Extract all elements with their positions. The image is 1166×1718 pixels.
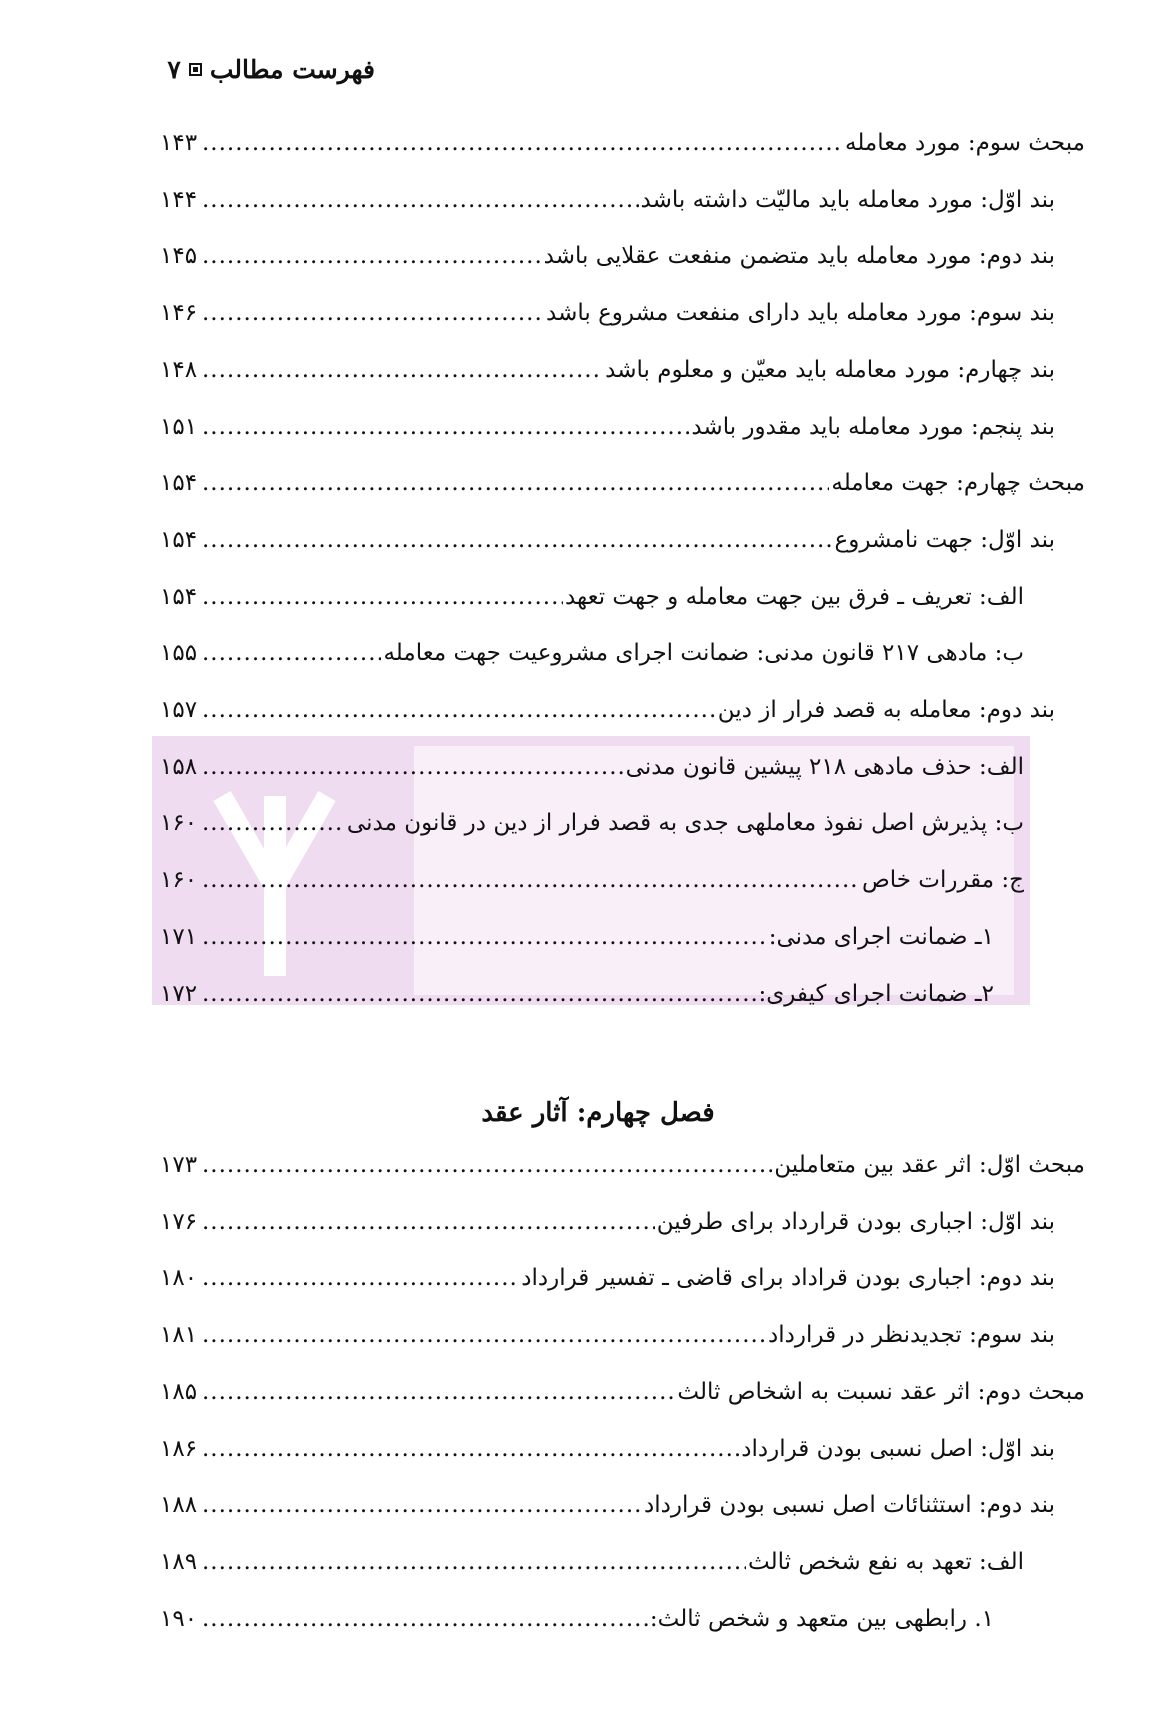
toc-entry[interactable] (160, 243, 1055, 279)
toc-entry-title: مبحث سوم: مورد معامله (844, 130, 1085, 156)
toc-entry-page: ۱۵۷ (160, 697, 198, 723)
dot-leader (202, 810, 345, 836)
dot-leader (202, 1265, 519, 1291)
header-title: فهرست مطالب (209, 55, 375, 84)
toc-entry-title: بند سوم: مورد معامله باید دارای منفعت مشروع باشد (546, 300, 1055, 327)
dot-leader (202, 924, 767, 950)
toc-entry-title: بند چهارم: مورد معامله باید معیّن و معلوم باشد (605, 356, 1055, 383)
dot-leader (202, 1436, 739, 1462)
toc-entry-title: ۱ـ ضمانت اجرای مدنی: (768, 923, 994, 950)
toc-entry[interactable] (160, 697, 1055, 733)
toc-entry[interactable] (160, 924, 994, 960)
dot-leader (202, 584, 563, 610)
toc-entry-page: ۱۹۰ (160, 1605, 198, 1632)
dot-leader (202, 357, 603, 383)
toc-entry[interactable] (160, 357, 1055, 393)
toc-entry[interactable] (160, 754, 1024, 790)
toc-entry-title: بند اوّل: جهت نامشروع (834, 526, 1055, 553)
toc-entry-page: ۱۷۱ (160, 923, 198, 950)
toc-entry[interactable] (160, 1265, 1055, 1301)
toc-entry-title: بند اوّل: اصل نسبی بودن قرارداد (741, 1435, 1055, 1462)
toc-entry-page: ۱۵۴ (160, 583, 198, 610)
toc-entry-page: ۱۷۳ (160, 1152, 198, 1178)
toc-entry[interactable] (160, 1209, 1055, 1245)
toc-entry-title: بند دوم: اجباری بودن قراداد برای قاضی ـ تفسیر قرارداد (521, 1265, 1055, 1292)
dot-leader (202, 414, 689, 440)
dot-leader (202, 640, 381, 666)
toc-entry-page: ۱۸۰ (160, 1265, 198, 1292)
toc-entry-title: الف: حذف مادهی ۲۱۸ پیشین قانون مدنی (625, 753, 1024, 780)
toc-entry-title: بند اوّل: اجباری بودن قرارداد برای طرفین (656, 1208, 1055, 1235)
dot-leader (202, 1322, 766, 1348)
dot-leader (202, 130, 843, 156)
dot-leader (202, 981, 756, 1007)
toc-entry-title: بند دوم: معامله به قصد فرار از دین (717, 697, 1055, 723)
toc-entry[interactable] (160, 1322, 1055, 1358)
dot-leader (202, 527, 833, 553)
toc-entry[interactable] (160, 584, 1024, 620)
toc-entry-title: ب: پذیرش اصل نفوذ معاملهی جدی به قصد فرار از دین در قانون مدنی (346, 810, 1024, 837)
toc-entry-title: ۱. رابطهی بین متعهد و شخص ثالث: (649, 1605, 994, 1632)
dot-leader (202, 1379, 675, 1405)
toc-entry-page: ۱۸۶ (160, 1435, 198, 1462)
toc-entry-page: ۱۵۴ (160, 526, 198, 553)
toc-entry-page: ۱۷۲ (160, 980, 198, 1007)
dot-leader (202, 1606, 648, 1632)
toc-entry-title: ب: مادهی ۲۱۷ قانون مدنی: ضمانت اجرای مشروعیت جهت معامله (383, 640, 1024, 667)
toc-entry-title: بند پنجم: مورد معامله باید مقدور باشد (691, 413, 1055, 440)
header-page-number: ۷ (167, 55, 181, 84)
toc-entry-title: الف: تعهد به نفع شخص ثالث (748, 1548, 1024, 1575)
toc-entry-page: ۱۸۵ (160, 1378, 198, 1405)
toc-entry[interactable] (160, 1379, 1085, 1415)
toc-entry-title: ج: مقررات خاص (861, 867, 1024, 894)
toc-entry-page: ۱۸۱ (160, 1322, 198, 1349)
toc-entry-title: ۲ـ ضمانت اجرای کیفری: (758, 980, 994, 1007)
dot-leader (202, 1209, 655, 1235)
toc-entry-page: ۱۵۴ (160, 470, 198, 497)
dot-leader (202, 1492, 642, 1518)
toc-entry[interactable] (160, 1606, 994, 1642)
square-bullet-icon (189, 63, 202, 76)
toc-entry-page: ۱۶۰ (160, 810, 198, 837)
toc-entry[interactable] (160, 1492, 1055, 1528)
toc-entry-page: ۱۷۶ (160, 1208, 198, 1235)
toc-entry-page: ۱۴۸ (160, 356, 198, 383)
toc-entry-title: بند اوّل: مورد معامله باید مالیّت داشته باشد (640, 186, 1055, 213)
toc-entry[interactable] (160, 470, 1085, 506)
toc-entry[interactable] (160, 1436, 1055, 1472)
dot-leader (202, 187, 639, 213)
toc-entry-title: مبحث چهارم: جهت معامله (831, 470, 1085, 497)
toc-entry-page: ۱۸۹ (160, 1548, 198, 1575)
dot-leader (202, 697, 716, 723)
dot-leader (202, 754, 624, 780)
dot-leader (202, 1549, 746, 1575)
toc-entry-title: الف: تعریف ـ فرق بین جهت معامله و جهت تعهد (564, 583, 1024, 610)
toc-entry-title: بند دوم: استثنائات اصل نسبی بودن قرارداد (643, 1492, 1055, 1519)
toc-entry-page: ۱۴۴ (160, 186, 198, 213)
toc-entry-page: ۱۵۱ (160, 413, 198, 440)
dot-leader (202, 470, 829, 496)
toc-entry[interactable] (160, 1152, 1085, 1188)
toc-entry-title: مبحث دوم: اثر عقد نسبت به اشخاص ثالث (677, 1378, 1085, 1405)
toc-entry-page: ۱۴۵ (160, 243, 198, 270)
toc-entry-page: ۱۵۵ (160, 640, 198, 667)
dot-leader (202, 243, 542, 269)
toc-entry[interactable] (160, 187, 1055, 223)
dot-leader (202, 867, 860, 893)
toc-entry[interactable] (160, 130, 1085, 166)
toc-entry[interactable] (160, 300, 1055, 336)
toc-entry-title: بند سوم: تجدیدنظر در قرارداد (768, 1322, 1055, 1349)
toc-entry[interactable] (160, 810, 1024, 846)
toc-entry-title: بند دوم: مورد معامله باید متضمن منفعت عقلایی باشد (543, 243, 1055, 270)
toc-entry-title: مبحث اوّل: اثر عقد بین متعاملین (774, 1152, 1085, 1178)
toc-entry[interactable] (160, 640, 1024, 676)
toc-entry-page: ۱۶۰ (160, 867, 198, 894)
toc-entry[interactable] (160, 981, 994, 1017)
toc-entry[interactable] (160, 867, 1024, 903)
running-header (150, 55, 375, 84)
toc-entry-page: ۱۴۳ (160, 130, 198, 156)
toc-entry[interactable] (160, 414, 1055, 450)
toc-entry-page: ۱۵۸ (160, 753, 198, 780)
dot-leader (202, 300, 544, 326)
toc-entry-page: ۱۸۸ (160, 1492, 198, 1519)
dot-leader (202, 1152, 772, 1178)
toc-entry[interactable] (160, 527, 1055, 563)
toc-entry-page: ۱۴۶ (160, 300, 198, 327)
chapter-heading: فصل چهارم: آثار عقد (481, 1098, 715, 1128)
toc-entry[interactable] (160, 1549, 1024, 1585)
